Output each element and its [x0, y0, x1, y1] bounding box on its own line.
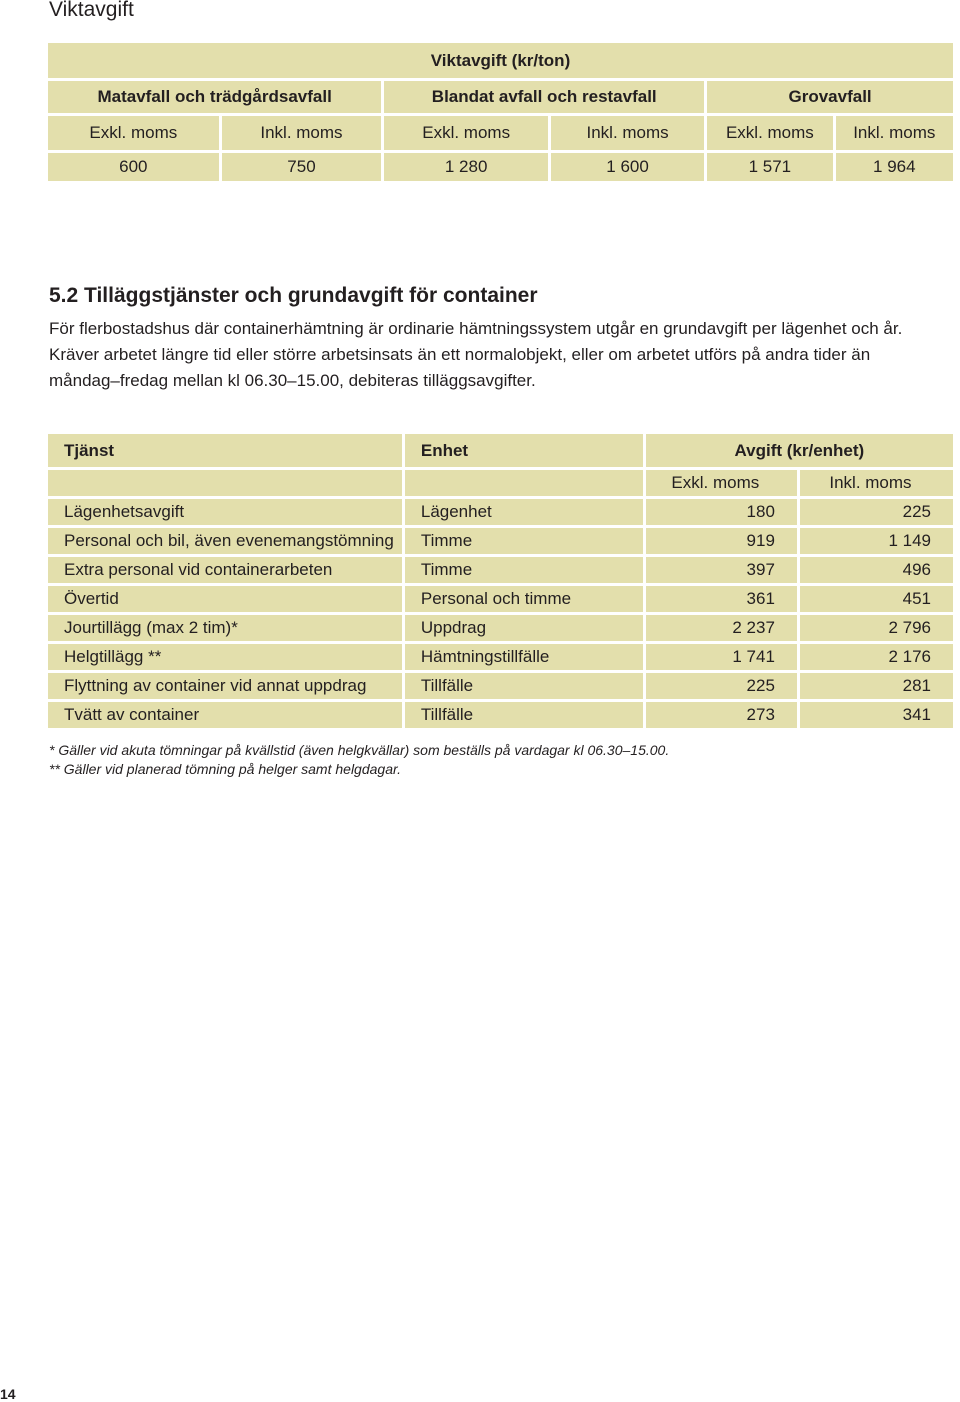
category-bulky: Grovavfall [707, 81, 953, 113]
table-row [48, 673, 953, 699]
section-title: 5.2 Tilläggstjänster och grundavgift för container [49, 284, 538, 307]
service-name: Lägenhetsavgift [48, 499, 402, 525]
service-name: Extra personal vid containerarbeten [48, 557, 402, 583]
weight-fee-value: 1 280 [384, 153, 548, 181]
header-unit: Enhet [405, 434, 643, 467]
table-row [48, 499, 953, 525]
fee-excl-vat: 1 741 [646, 644, 797, 670]
service-unit: Tillfälle [405, 673, 643, 699]
header-fee: Avgift (kr/enhet) [646, 434, 953, 467]
page-heading: Viktavgift [49, 0, 134, 21]
fee-incl-vat: 281 [800, 673, 953, 699]
weight-fee-table [45, 40, 956, 184]
fee-excl-vat: 397 [646, 557, 797, 583]
service-unit: Uppdrag [405, 615, 643, 641]
table-row [48, 557, 953, 583]
section-paragraph: För flerbostadshus där containerhämtning är ordinarie hämtningssystem utgår en grundavgift per lägenhet och år. Kräver arbetet längre tid eller större arbetsinsats än ett normalobjekt, eller om arbetet utförs på andra tider än måndag–fredag mellan kl 06.30–15.00, debiteras tilläggsavgifter. [49, 319, 903, 390]
fee-excl-vat: 273 [646, 702, 797, 728]
table-row [48, 702, 953, 728]
service-unit: Hämtningstillfälle [405, 644, 643, 670]
weight-table-title: Viktavgift (kr/ton) [48, 43, 953, 78]
subheader-excl-vat: Exkl. moms [384, 116, 548, 150]
service-name: Jourtillägg (max 2 tim)* [48, 615, 402, 641]
weight-fee-value: 1 571 [707, 153, 832, 181]
subheader-incl-vat: Inkl. moms [551, 116, 704, 150]
service-unit: Timme [405, 557, 643, 583]
service-fee-table [45, 431, 956, 731]
weight-fee-value: 600 [48, 153, 219, 181]
fee-incl-vat: 2 176 [800, 644, 953, 670]
subheader-excl-vat: Exkl. moms [48, 116, 219, 150]
subheader-incl-vat: Inkl. moms [222, 116, 382, 150]
footnote-weekend: ** Gäller vid planerad tömning på helger samt helgdagar. [49, 761, 402, 777]
weight-fee-value: 750 [222, 153, 382, 181]
page-number: 14 [0, 1386, 16, 1402]
fee-incl-vat: 2 796 [800, 615, 953, 641]
footnotes [49, 741, 669, 779]
service-unit: Lägenhet [405, 499, 643, 525]
footnote-urgent: * Gäller vid akuta tömningar på kvällstid (även helgkvällar) som beställs på vardagar kl 06.30–15.00. [49, 742, 670, 758]
weight-fee-value: 1 600 [551, 153, 704, 181]
category-food-garden: Matavfall och trädgårdsavfall [48, 81, 381, 113]
fee-incl-vat: 341 [800, 702, 953, 728]
service-unit: Timme [405, 528, 643, 554]
header-service: Tjänst [48, 434, 402, 467]
fee-excl-vat: 180 [646, 499, 797, 525]
service-name: Tvätt av container [48, 702, 402, 728]
table-row [48, 528, 953, 554]
header-blank-cell [48, 470, 402, 496]
header-excl-vat: Exkl. moms [646, 470, 797, 496]
service-name: Personal och bil, även evenemangstömning [48, 528, 402, 554]
fee-incl-vat: 451 [800, 586, 953, 612]
category-mixed-residual: Blandat avfall och restavfall [384, 81, 704, 113]
table-row [48, 615, 953, 641]
header-blank-cell [405, 470, 643, 496]
subheader-incl-vat: Inkl. moms [836, 116, 953, 150]
fee-excl-vat: 361 [646, 586, 797, 612]
table-row [48, 644, 953, 670]
service-name: Övertid [48, 586, 402, 612]
fee-incl-vat: 1 149 [800, 528, 953, 554]
fee-incl-vat: 225 [800, 499, 953, 525]
table-row [48, 586, 953, 612]
service-name: Helgtillägg ** [48, 644, 402, 670]
service-unit: Tillfälle [405, 702, 643, 728]
fee-excl-vat: 225 [646, 673, 797, 699]
fee-excl-vat: 919 [646, 528, 797, 554]
fee-incl-vat: 496 [800, 557, 953, 583]
fee-excl-vat: 2 237 [646, 615, 797, 641]
service-name: Flyttning av container vid annat uppdrag [48, 673, 402, 699]
subheader-excl-vat: Exkl. moms [707, 116, 832, 150]
header-incl-vat: Inkl. moms [800, 470, 953, 496]
service-unit: Personal och timme [405, 586, 643, 612]
weight-fee-value: 1 964 [836, 153, 953, 181]
